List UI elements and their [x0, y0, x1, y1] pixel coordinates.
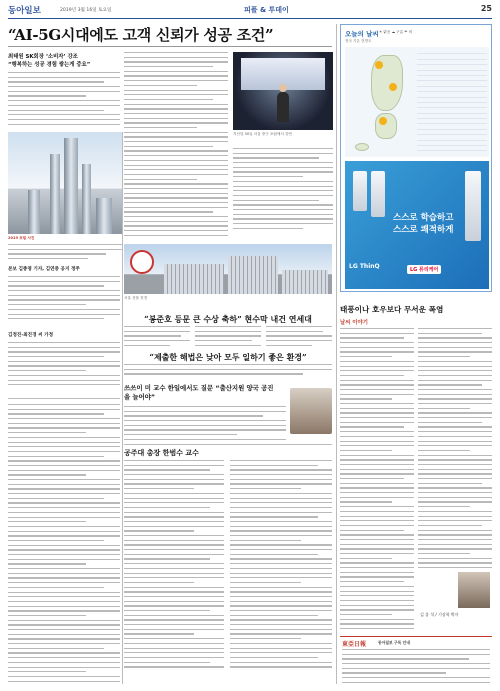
people-text-b [230, 460, 332, 684]
footer-logo: 東亞日報 [342, 641, 367, 648]
center-headline-2: “제출한 해법은 낮아 모두 일하기 좋은 환경” [149, 352, 307, 362]
article-text-col-2 [124, 52, 228, 238]
interview-lead [8, 52, 120, 69]
tower-photo [8, 132, 122, 234]
column-headline: 태풍이나 호우보다 무서운 폭염 [340, 305, 444, 314]
brief-portrait [290, 388, 332, 434]
column-divider-left [122, 132, 123, 684]
appliance-ad[interactable] [345, 161, 489, 289]
center-text-1b [195, 326, 261, 350]
column-text-a [340, 328, 414, 632]
stage-photo [233, 52, 333, 130]
interview-quote: “행복하는 성공 경험 쌓는게 중요” [8, 62, 91, 68]
column-divider-right [336, 24, 337, 684]
brief-section-2: 김정진-최진경 씨 가정 [8, 333, 54, 338]
columnist-signature: 김 종 석 / 기상학 박사 [420, 612, 459, 617]
weather-legend: ☀ 맑음 ☁ 구름 ☂ 비 [379, 30, 413, 34]
center-text-1a [124, 326, 190, 350]
ad-brand: LG ThinQ [349, 263, 380, 270]
column-label: 날씨 이야기 [340, 320, 368, 326]
brief-text-center [124, 406, 286, 444]
interview-name: 최태원 SK회장 ‘소비자’ 강조 [8, 54, 78, 60]
stage-caption: 지난달 30일 서울 중구 포럼에서 강연 [233, 132, 292, 136]
newspaper-logo: 동아일보 [8, 6, 41, 16]
brief-section-1: 본보 김종영 기자, 김연중 공지 정주 [8, 267, 80, 272]
center-text-2 [124, 364, 332, 380]
headline-rule [8, 46, 332, 47]
masthead [8, 4, 492, 18]
ad-copy-line-1: 스스로 학습하고 [393, 213, 454, 223]
issue-date: 2019년 3월 16일 토요일 [60, 8, 112, 13]
building-photo [124, 244, 332, 294]
footer-title: 동아일보 구독 안내 [378, 640, 410, 645]
masthead-rule [8, 18, 492, 19]
section-title: 피플 & 투데이 [244, 6, 289, 14]
building-caption: 서울 건물 전경 [124, 296, 148, 300]
obituary-list [8, 404, 120, 684]
column-text-b [418, 328, 492, 568]
tower-caption: 2019 포럼 사진 [8, 236, 35, 240]
brief-headline: 쓰쓰이 미 교수 한일에서도 질문 “출산지원 양국 공진을 늘어야” [124, 384, 274, 401]
tower-caption-text [8, 244, 122, 262]
center-headline-1: “봉준호 등문 큰 수상 축하” 현수막 내건 연세대 [144, 314, 312, 324]
people-headline: 공주대 총장 한범수 교수 [124, 448, 199, 457]
columnist-portrait [458, 572, 490, 608]
sun-icon [389, 83, 397, 91]
sun-icon [375, 61, 383, 69]
center-divider [124, 444, 332, 445]
ad-brand-logo: LG 퓨리케어 [407, 265, 441, 274]
brief-divider [8, 398, 120, 399]
weather-table [417, 49, 487, 151]
footer-text [342, 649, 490, 683]
brief-text-1 [8, 276, 120, 328]
sun-icon [379, 117, 387, 125]
main-headline: “AI-5G시대에도 고객 신뢰가 성공 조건” [8, 26, 274, 44]
brief-text-2 [8, 342, 120, 394]
page-number: 25 [480, 4, 492, 13]
center-text-1c [266, 326, 332, 350]
ad-copy-line-2: 스스로 쾌적하게 [393, 225, 454, 235]
footer-notice [340, 636, 492, 684]
weather-subtitle: 전국 기온 전망도 [345, 39, 372, 43]
article-text-col-1 [8, 72, 120, 130]
weather-title: 오늘의 날씨 [345, 30, 379, 38]
weather-box [340, 24, 492, 292]
people-text-a [124, 460, 224, 684]
article-text-col-3 [233, 148, 333, 238]
